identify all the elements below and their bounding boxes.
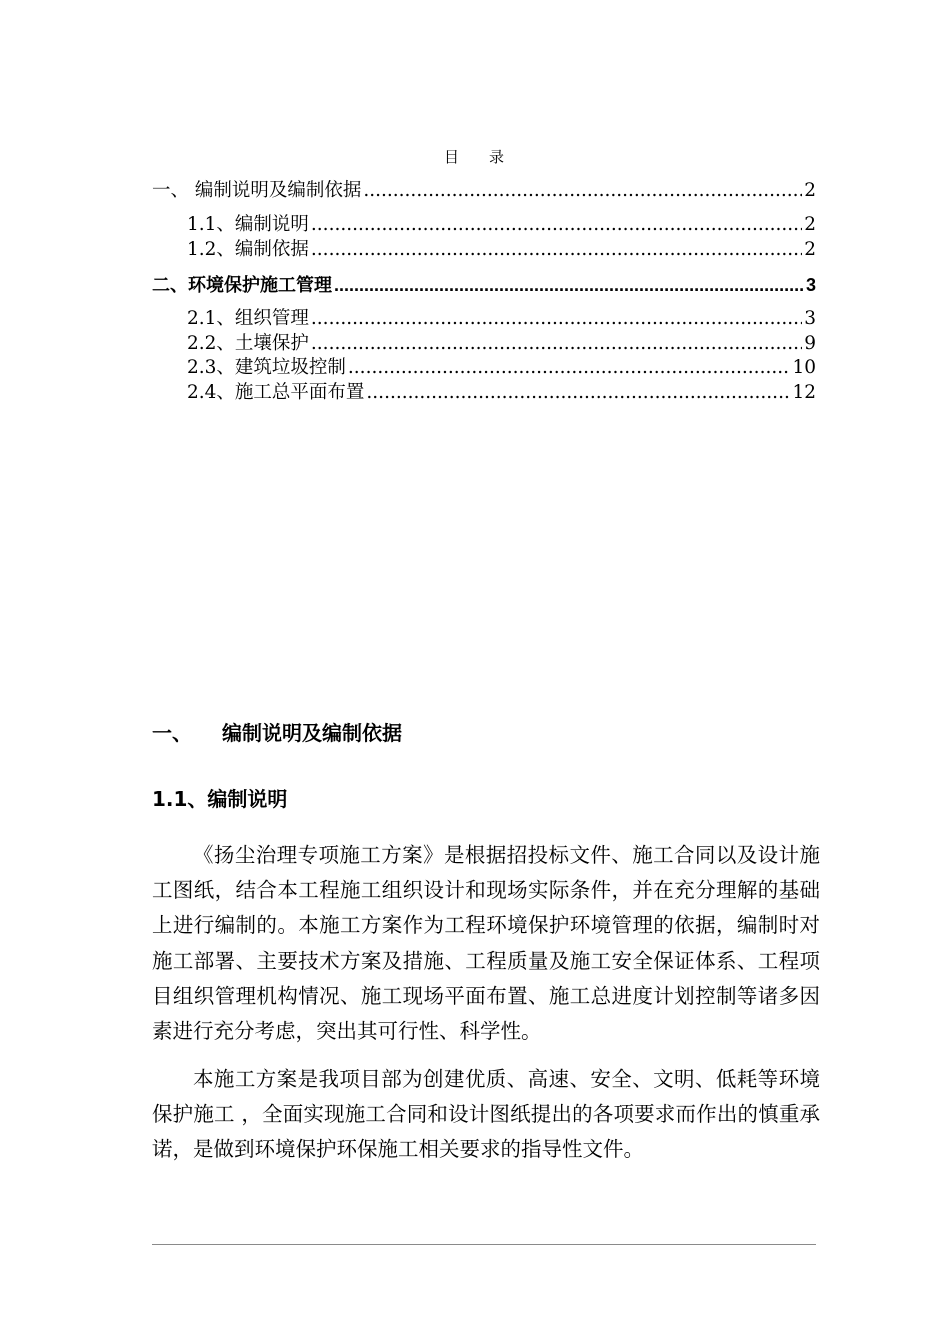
toc-entry-label: 一、 编制说明及编制依据 <box>152 180 362 201</box>
section-heading <box>152 717 402 746</box>
section-heading-number: 一、 <box>152 721 192 745</box>
toc-entry-label: 2.2、土壤保护 <box>187 333 309 354</box>
toc-entry-page: 12 <box>792 382 816 403</box>
toc-leader-dots <box>363 179 802 203</box>
toc-entry[interactable] <box>187 213 816 237</box>
toc-entry-label: 1.1、编制说明 <box>187 214 309 235</box>
toc-entry-page: 3 <box>804 308 816 329</box>
body-paragraph: 《扬尘治理专项施工方案》是根据招投标文件、施工合同以及设计施工图纸，结合本工程施工组织设计和现场实际条件，并在充分理解的基础上进行编制的。本施工方案作为工程环境保护环境管理的依据，编制时对施工部署、主要技术方案及措施、工程质量及施工安全保证体系、工程项目组织管理机构情况、施工现场平面布置、施工总进度计划控制等诸多因素进行充分考虑，突出其可行性、科学性。 <box>152 843 820 1044</box>
toc-entry[interactable] <box>152 273 816 297</box>
toc-leader-dots <box>348 356 791 380</box>
subsection-heading: 1.1、编制说明 <box>152 787 288 811</box>
toc-leader-dots <box>366 381 790 405</box>
toc-entry-label: 二、环境保护施工管理 <box>152 275 332 295</box>
toc-leader-dots <box>311 238 802 262</box>
toc-entry-label: 2.4、施工总平面布置 <box>187 382 365 403</box>
section-heading-text: 编制说明及编制依据 <box>222 721 402 745</box>
toc-entry[interactable] <box>187 332 816 356</box>
toc-title-right: 录 <box>489 148 507 166</box>
toc-entry-label: 2.1、组织管理 <box>187 308 309 329</box>
toc-entry-page: 2 <box>804 180 816 201</box>
toc-entry[interactable] <box>187 381 816 405</box>
body-paragraph: 本施工方案是我项目部为创建优质、高速、安全、文明、低耗等环境保护施工 ，全面实现施工合同和设计图纸提出的各项要求而作出的慎重承诺，是做到环境保护环保施工相关要求的指导性文件。 <box>152 1067 820 1162</box>
toc-entry-page: 2 <box>804 239 816 260</box>
footer-divider <box>152 1244 816 1245</box>
toc-entry-page: 2 <box>804 214 816 235</box>
toc-entry-page: 3 <box>805 275 816 295</box>
toc-entry-label: 1.2、编制依据 <box>187 239 309 260</box>
toc-title <box>0 146 950 167</box>
toc-entry[interactable] <box>187 356 816 380</box>
toc-entry[interactable] <box>152 179 816 203</box>
toc-entry[interactable] <box>187 238 816 262</box>
toc-entry-page: 9 <box>804 333 816 354</box>
toc-leader-dots <box>311 332 802 356</box>
toc-entry[interactable] <box>187 307 816 331</box>
toc-entry-page: 10 <box>792 357 816 378</box>
toc-entry-label: 2.3、建筑垃圾控制 <box>187 357 346 378</box>
toc-leader-dots <box>311 307 802 331</box>
toc-leader-dots <box>311 213 802 237</box>
toc-leader-dots <box>334 273 804 297</box>
toc-title-left: 目 <box>443 148 461 166</box>
